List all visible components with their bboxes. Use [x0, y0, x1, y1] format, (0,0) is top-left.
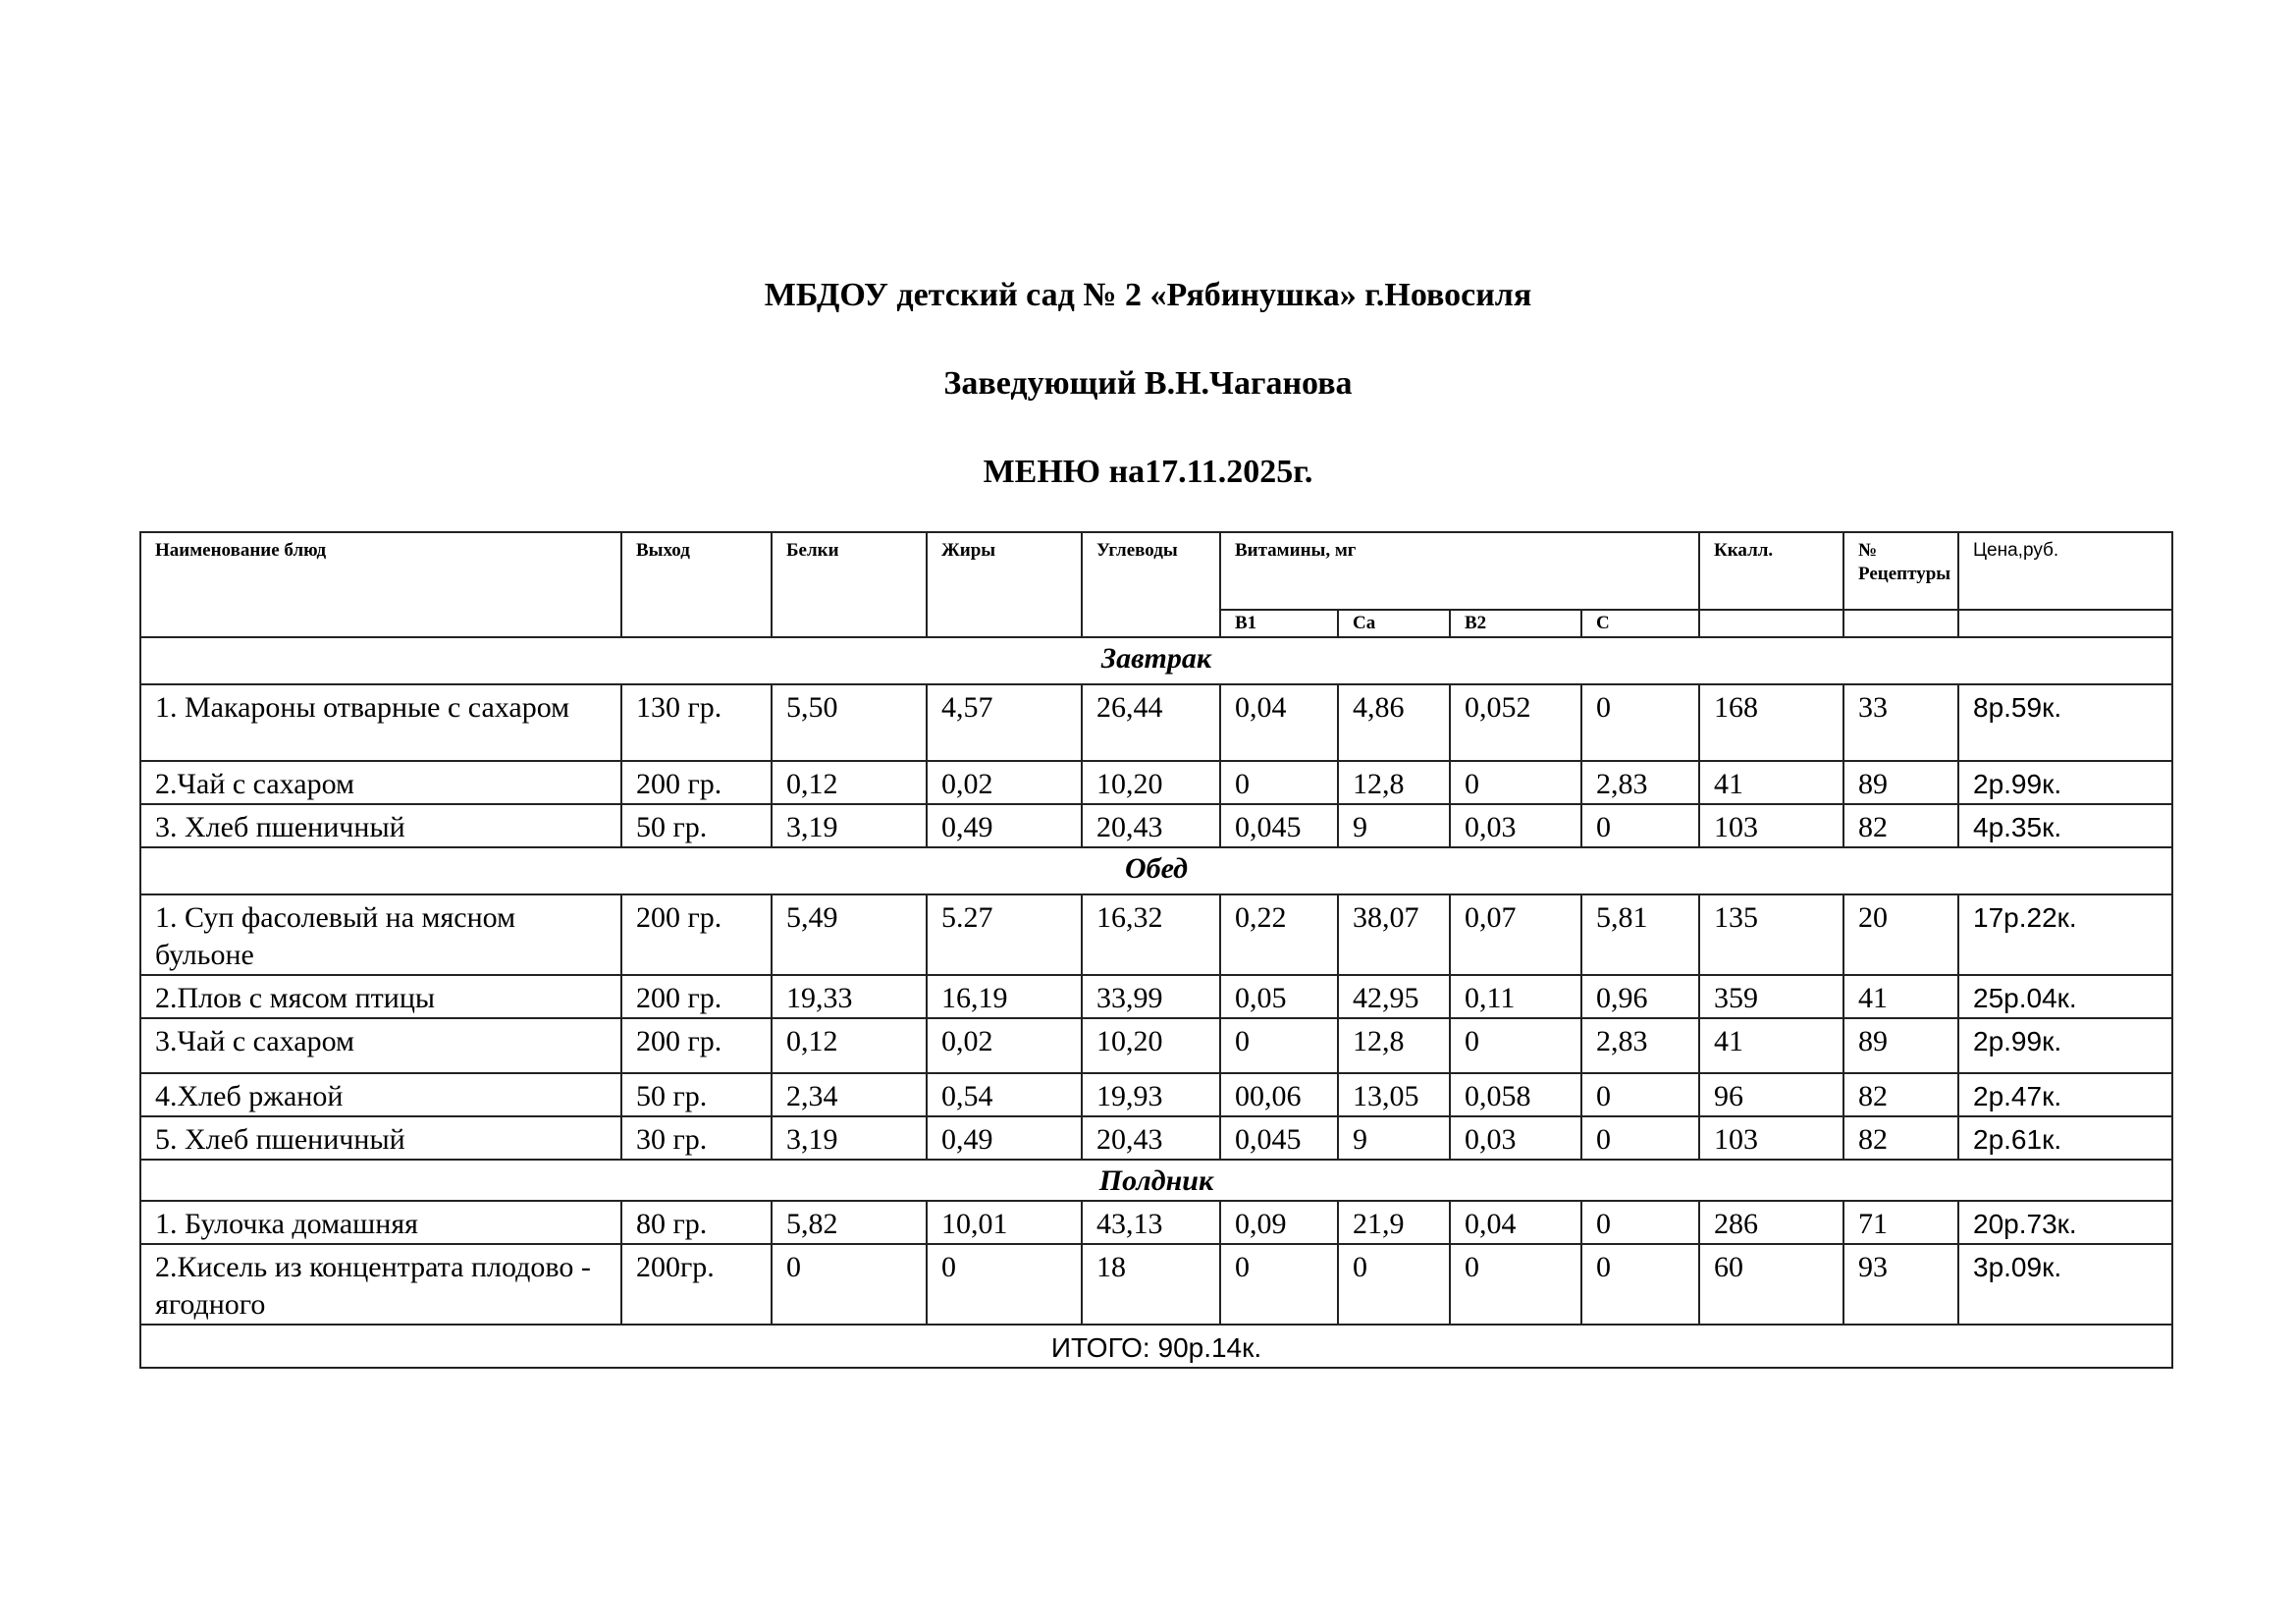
cell-yield: 200 гр. [621, 975, 772, 1018]
cell-c: 2,83 [1581, 761, 1699, 804]
cell-kcal: 103 [1699, 804, 1843, 847]
section-title: Полдник [140, 1160, 2172, 1201]
cell-price: 8р.59к. [1958, 684, 2172, 761]
cell-b1: 0,04 [1220, 684, 1338, 761]
cell-c: 0 [1581, 804, 1699, 847]
head-name: Заведующий В.Н.Чаганова [943, 365, 1353, 402]
col-header-fat: Жиры [927, 532, 1082, 637]
cell-protein: 3,19 [772, 1116, 927, 1160]
cell-price: 17р.22к. [1958, 894, 2172, 975]
cell-yield: 80 гр. [621, 1201, 772, 1244]
cell-name: 1. Суп фасолевый на мясном бульоне [140, 894, 621, 975]
cell-fat: 16,19 [927, 975, 1082, 1018]
cell-protein: 5,49 [772, 894, 927, 975]
cell-b2: 0,03 [1450, 1116, 1581, 1160]
cell-b2: 0 [1450, 761, 1581, 804]
cell-name: 2.Чай с сахаром [140, 761, 621, 804]
cell-price: 4р.35к. [1958, 804, 2172, 847]
cell-ca: 0 [1338, 1244, 1450, 1325]
cell-recipe: 33 [1843, 684, 1958, 761]
table-row [140, 1073, 2172, 1116]
cell-kcal: 96 [1699, 1073, 1843, 1116]
cell-fat: 0,49 [927, 1116, 1082, 1160]
cell-recipe: 89 [1843, 1018, 1958, 1073]
cell-yield: 50 гр. [621, 1073, 772, 1116]
cell-protein: 5,50 [772, 684, 927, 761]
cell-recipe: 82 [1843, 804, 1958, 847]
section-row [140, 637, 2172, 684]
cell-protein: 0 [772, 1244, 927, 1325]
cell-yield: 30 гр. [621, 1116, 772, 1160]
cell-ca: 9 [1338, 1116, 1450, 1160]
col-header-yield: Выход [621, 532, 772, 637]
cell-fat: 0,02 [927, 761, 1082, 804]
cell-carbs: 10,20 [1082, 1018, 1220, 1073]
cell-price: 2р.47к. [1958, 1073, 2172, 1116]
cell-kcal: 41 [1699, 1018, 1843, 1073]
cell-name: 1. Булочка домашняя [140, 1201, 621, 1244]
cell-kcal: 359 [1699, 975, 1843, 1018]
empty-cell [1699, 610, 1843, 637]
table-row [140, 894, 2172, 975]
table-row [140, 1244, 2172, 1325]
cell-b1: 0,05 [1220, 975, 1338, 1018]
cell-c: 0,96 [1581, 975, 1699, 1018]
cell-name: 3. Хлеб пшеничный [140, 804, 621, 847]
cell-b1: 0,22 [1220, 894, 1338, 975]
section-row [140, 847, 2172, 894]
section-title: Обед [140, 847, 2172, 894]
cell-ca: 38,07 [1338, 894, 1450, 975]
cell-protein: 5,82 [772, 1201, 927, 1244]
cell-protein: 0,12 [772, 761, 927, 804]
cell-protein: 3,19 [772, 804, 927, 847]
cell-carbs: 16,32 [1082, 894, 1220, 975]
cell-b1: 0 [1220, 761, 1338, 804]
header-row [140, 532, 2172, 610]
empty-cell [1958, 610, 2172, 637]
cell-price: 2р.99к. [1958, 1018, 2172, 1073]
cell-b1: 0,045 [1220, 1116, 1338, 1160]
cell-b2: 0,04 [1450, 1201, 1581, 1244]
cell-fat: 0,49 [927, 804, 1082, 847]
col-header-name: Наименование блюд [140, 532, 621, 637]
cell-c: 0 [1581, 684, 1699, 761]
cell-price: 3р.09к. [1958, 1244, 2172, 1325]
cell-carbs: 10,20 [1082, 761, 1220, 804]
cell-ca: 42,95 [1338, 975, 1450, 1018]
cell-yield: 50 гр. [621, 804, 772, 847]
cell-name: 2.Плов с мясом птицы [140, 975, 621, 1018]
cell-name: 3.Чай с сахаром [140, 1018, 621, 1073]
cell-fat: 10,01 [927, 1201, 1082, 1244]
cell-b1: 00,06 [1220, 1073, 1338, 1116]
cell-protein: 2,34 [772, 1073, 927, 1116]
col-header-kcal: Ккалл. [1699, 532, 1843, 610]
cell-b1: 0 [1220, 1018, 1338, 1073]
cell-yield: 130 гр. [621, 684, 772, 761]
cell-b2: 0,058 [1450, 1073, 1581, 1116]
cell-price: 2р.61к. [1958, 1116, 2172, 1160]
cell-b1: 0,09 [1220, 1201, 1338, 1244]
table-row [140, 975, 2172, 1018]
cell-kcal: 286 [1699, 1201, 1843, 1244]
cell-c: 0 [1581, 1201, 1699, 1244]
table-row [140, 1018, 2172, 1073]
cell-recipe: 93 [1843, 1244, 1958, 1325]
cell-ca: 12,8 [1338, 1018, 1450, 1073]
col-header-price: Цена,руб. [1958, 532, 2172, 610]
cell-carbs: 26,44 [1082, 684, 1220, 761]
cell-name: 4.Хлеб ржаной [140, 1073, 621, 1116]
cell-b1: 0,045 [1220, 804, 1338, 847]
cell-carbs: 33,99 [1082, 975, 1220, 1018]
cell-protein: 19,33 [772, 975, 927, 1018]
cell-yield: 200 гр. [621, 1018, 772, 1073]
cell-yield: 200 гр. [621, 894, 772, 975]
menu-table [139, 531, 2173, 1369]
cell-b1: 0 [1220, 1244, 1338, 1325]
cell-c: 0 [1581, 1116, 1699, 1160]
table-row [140, 761, 2172, 804]
cell-b2: 0,03 [1450, 804, 1581, 847]
cell-recipe: 89 [1843, 761, 1958, 804]
menu-title: МЕНЮ на17.11.2025г. [983, 454, 1313, 490]
col-header-carbs: Углеводы [1082, 532, 1220, 637]
cell-kcal: 135 [1699, 894, 1843, 975]
cell-price: 25р.04к. [1958, 975, 2172, 1018]
cell-name: 1. Макароны отварные с сахаром [140, 684, 621, 761]
col-header-ca: Ca [1338, 610, 1450, 637]
cell-kcal: 60 [1699, 1244, 1843, 1325]
cell-fat: 0,54 [927, 1073, 1082, 1116]
cell-carbs: 18 [1082, 1244, 1220, 1325]
cell-c: 0 [1581, 1073, 1699, 1116]
table-row [140, 1201, 2172, 1244]
empty-cell [1843, 610, 1958, 637]
cell-fat: 0 [927, 1244, 1082, 1325]
total-row [140, 1325, 2172, 1368]
cell-recipe: 20 [1843, 894, 1958, 975]
institution-title: МБДОУ детский сад № 2 «Рябинушка» г.Новосиля [764, 277, 1532, 313]
cell-ca: 4,86 [1338, 684, 1450, 761]
cell-yield: 200гр. [621, 1244, 772, 1325]
cell-c: 5,81 [1581, 894, 1699, 975]
cell-fat: 0,02 [927, 1018, 1082, 1073]
cell-ca: 9 [1338, 804, 1450, 847]
col-header-protein: Белки [772, 532, 927, 637]
table-row [140, 1116, 2172, 1160]
cell-recipe: 41 [1843, 975, 1958, 1018]
cell-recipe: 71 [1843, 1201, 1958, 1244]
cell-recipe: 82 [1843, 1073, 1958, 1116]
cell-b2: 0,07 [1450, 894, 1581, 975]
total-value: ИТОГО: 90р.14к. [140, 1325, 2172, 1368]
cell-carbs: 19,93 [1082, 1073, 1220, 1116]
cell-yield: 200 гр. [621, 761, 772, 804]
cell-b2: 0,052 [1450, 684, 1581, 761]
cell-recipe: 82 [1843, 1116, 1958, 1160]
cell-c: 0 [1581, 1244, 1699, 1325]
col-header-recipe: № Рецептуры [1843, 532, 1958, 610]
col-header-b2: B2 [1450, 610, 1581, 637]
cell-fat: 5.27 [927, 894, 1082, 975]
cell-kcal: 41 [1699, 761, 1843, 804]
cell-fat: 4,57 [927, 684, 1082, 761]
cell-b2: 0,11 [1450, 975, 1581, 1018]
cell-ca: 21,9 [1338, 1201, 1450, 1244]
cell-ca: 12,8 [1338, 761, 1450, 804]
col-header-c: C [1581, 610, 1699, 637]
cell-carbs: 20,43 [1082, 1116, 1220, 1160]
col-header-vitamins: Витамины, мг [1220, 532, 1699, 610]
cell-b2: 0 [1450, 1244, 1581, 1325]
cell-protein: 0,12 [772, 1018, 927, 1073]
cell-name: 5. Хлеб пшеничный [140, 1116, 621, 1160]
cell-name: 2.Кисель из концентрата плодово - ягодного [140, 1244, 621, 1325]
cell-kcal: 103 [1699, 1116, 1843, 1160]
cell-carbs: 43,13 [1082, 1201, 1220, 1244]
cell-price: 2р.99к. [1958, 761, 2172, 804]
section-row [140, 1160, 2172, 1201]
table-row [140, 684, 2172, 761]
cell-b2: 0 [1450, 1018, 1581, 1073]
cell-kcal: 168 [1699, 684, 1843, 761]
cell-carbs: 20,43 [1082, 804, 1220, 847]
table-row [140, 804, 2172, 847]
cell-price: 20р.73к. [1958, 1201, 2172, 1244]
col-header-b1: B1 [1220, 610, 1338, 637]
cell-ca: 13,05 [1338, 1073, 1450, 1116]
section-title: Завтрак [140, 637, 2172, 684]
cell-c: 2,83 [1581, 1018, 1699, 1073]
